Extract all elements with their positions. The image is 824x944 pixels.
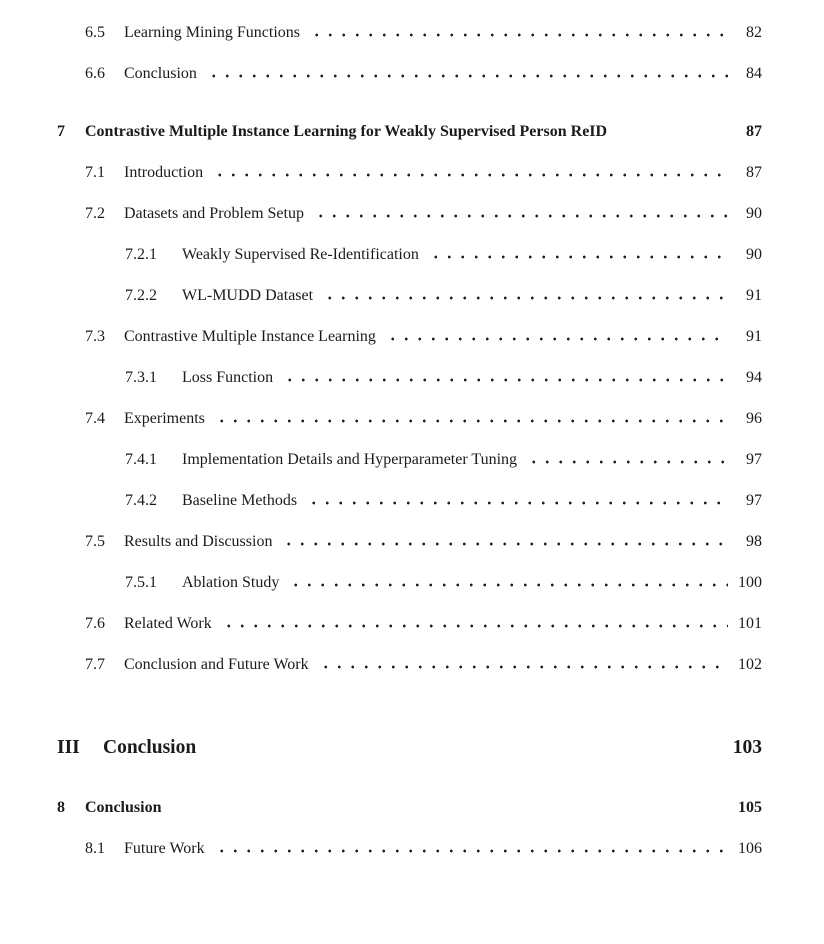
entry-number: 7.4.2 [125, 492, 157, 509]
entry-title: Implementation Details and Hyperparameter Tuning [182, 451, 518, 468]
entry-title: Conclusion [124, 65, 197, 82]
entry-title: Conclusion and Future Work [124, 656, 309, 673]
dot-leader [289, 583, 728, 587]
entry-number: 8.1 [85, 840, 105, 857]
dot-leader [307, 501, 728, 505]
entry-number: 7.3.1 [125, 369, 157, 386]
entry-title: WL-MUDD Dataset [182, 287, 314, 304]
dot-leader [429, 255, 728, 259]
entry-number: 7.5 [85, 533, 105, 550]
entry-number: 7.4 [85, 410, 105, 427]
toc-entry-7-5-1[interactable] [57, 574, 762, 591]
entry-page-number: 103 [732, 737, 762, 758]
dot-leader [206, 749, 727, 753]
entry-number: III [57, 737, 80, 758]
dot-leader [215, 849, 728, 853]
entry-page-number: 87 [746, 164, 762, 181]
entry-title: Ablation Study [182, 574, 280, 591]
toc-entry-7-4-2[interactable] [57, 492, 762, 509]
entry-page-number: 84 [746, 65, 762, 82]
toc-entry-6-5[interactable] [57, 24, 762, 41]
entry-number: 7.5.1 [125, 574, 157, 591]
entry-page-number: 82 [746, 24, 762, 41]
entry-number: 7.1 [85, 164, 105, 181]
entry-number: 6.6 [85, 65, 105, 82]
dot-leader [314, 214, 728, 218]
entry-page-number: 87 [746, 123, 762, 140]
entry-title: Conclusion [103, 737, 197, 758]
toc-entry-6-6[interactable] [57, 65, 762, 82]
toc-entry-iii[interactable] [57, 737, 762, 758]
entry-number: 7.6 [85, 615, 105, 632]
entry-title: Baseline Methods [182, 492, 298, 509]
entry-page-number: 106 [738, 840, 762, 857]
dot-leader [323, 296, 728, 300]
entry-number: 7 [57, 123, 65, 140]
dot-leader [282, 542, 728, 546]
toc-entry-7-2[interactable] [57, 205, 762, 222]
toc-entry-7-7[interactable] [57, 656, 762, 673]
entry-number: 7.2.2 [125, 287, 157, 304]
dot-leader [310, 33, 728, 37]
entry-number: 7.2.1 [125, 246, 157, 263]
entry-number: 7.2 [85, 205, 105, 222]
entry-title: Weakly Supervised Re-Identification [182, 246, 419, 263]
dot-leader [222, 624, 728, 628]
entry-page-number: 105 [738, 799, 762, 816]
table-of-contents [57, 24, 762, 857]
entry-page-number: 90 [746, 205, 762, 222]
toc-entry-8-1[interactable] [57, 840, 762, 857]
entry-title: Future Work [124, 840, 205, 857]
toc-entry-8[interactable] [57, 799, 762, 816]
entry-page-number: 96 [746, 410, 762, 427]
entry-title: Experiments [124, 410, 205, 427]
entry-page-number: 97 [746, 451, 762, 468]
entry-title: Contrastive Multiple Instance Learning [124, 328, 376, 345]
entry-page-number: 91 [746, 328, 762, 345]
entry-title: Results and Discussion [124, 533, 273, 550]
toc-entry-7-3-1[interactable] [57, 369, 762, 386]
entry-number: 7.7 [85, 656, 105, 673]
dot-leader [171, 808, 728, 812]
entry-page-number: 94 [746, 369, 762, 386]
entry-page-number: 100 [738, 574, 762, 591]
entry-page-number: 102 [738, 656, 762, 673]
entry-title: Datasets and Problem Setup [124, 205, 304, 222]
dot-leader [527, 460, 728, 464]
dot-leader [213, 173, 728, 177]
dot-leader [386, 337, 728, 341]
toc-entry-7-5[interactable] [57, 533, 762, 550]
toc-entry-7-4-1[interactable] [57, 451, 762, 468]
dot-leader [215, 419, 728, 423]
entry-page-number: 97 [746, 492, 762, 509]
entry-title: Conclusion [85, 799, 162, 816]
entry-title: Learning Mining Functions [124, 24, 300, 41]
entry-title: Related Work [124, 615, 212, 632]
entry-number: 8 [57, 799, 65, 816]
entry-title: Introduction [124, 164, 204, 181]
dot-leader [283, 378, 728, 382]
dot-leader [617, 132, 728, 136]
dot-leader [207, 74, 728, 78]
entry-page-number: 90 [746, 246, 762, 263]
entry-page-number: 91 [746, 287, 762, 304]
toc-entry-7-6[interactable] [57, 615, 762, 632]
toc-entry-7-3[interactable] [57, 328, 762, 345]
entry-number: 7.4.1 [125, 451, 157, 468]
toc-entry-7-2-2[interactable] [57, 287, 762, 304]
entry-number: 6.5 [85, 24, 105, 41]
entry-title: Contrastive Multiple Instance Learning for Weakly Supervised Person ReID [85, 123, 608, 140]
toc-entry-7-1[interactable] [57, 164, 762, 181]
dot-leader [319, 665, 728, 669]
entry-number: 7.3 [85, 328, 105, 345]
entry-page-number: 98 [746, 533, 762, 550]
entry-title: Loss Function [182, 369, 274, 386]
toc-entry-7[interactable] [57, 123, 762, 140]
toc-entry-7-2-1[interactable] [57, 246, 762, 263]
toc-entry-7-4[interactable] [57, 410, 762, 427]
entry-page-number: 101 [738, 615, 762, 632]
